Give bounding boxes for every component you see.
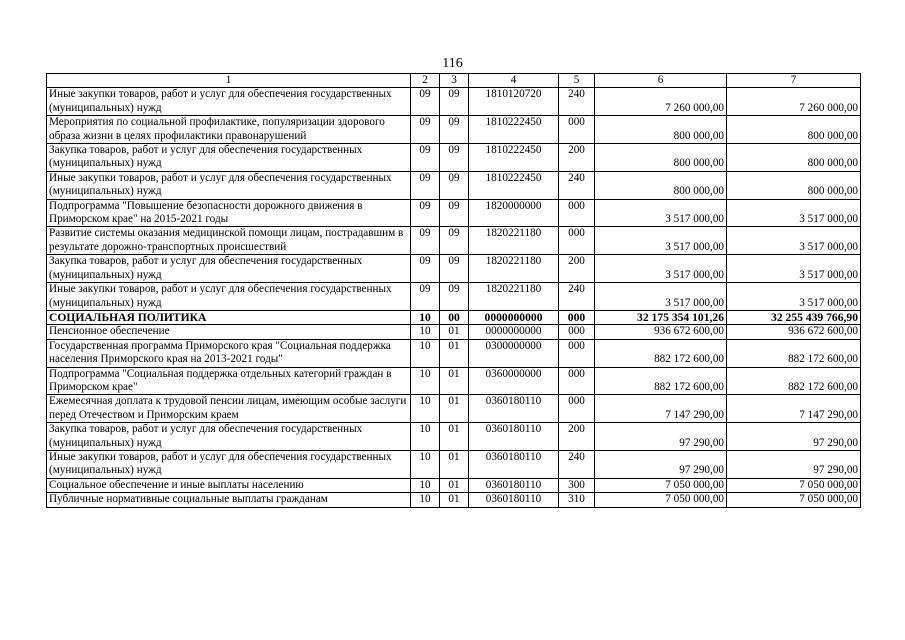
amount-year2-cell: 3 517 000,00 (727, 283, 861, 311)
table-row (47, 88, 861, 116)
table-row (47, 171, 861, 199)
row-name-cell: Иные закупки товаров, работ и услуг для обеспечения государственных (муниципальных) нужд (47, 450, 411, 478)
section-code-cell: 09 (411, 144, 440, 172)
subsection-code-cell: 09 (440, 144, 469, 172)
expense-type-code-cell: 240 (559, 450, 595, 478)
target-article-code-cell: 1810222450 (469, 116, 559, 144)
subsection-code-cell: 09 (440, 88, 469, 116)
row-name-cell: Закупка товаров, работ и услуг для обеспечения государственных (муниципальных) нужд (47, 255, 411, 283)
amount-year1-cell: 7 050 000,00 (595, 493, 727, 507)
section-code-cell: 09 (411, 283, 440, 311)
subsection-code-cell: 01 (440, 493, 469, 507)
expense-type-code-cell: 300 (559, 478, 595, 492)
header-cell: 3 (440, 74, 469, 88)
expense-type-code-cell: 000 (559, 367, 595, 395)
expense-type-code-cell: 310 (559, 493, 595, 507)
amount-year2-cell: 3 517 000,00 (727, 255, 861, 283)
expense-type-code-cell: 000 (559, 227, 595, 255)
header-cell: 6 (595, 74, 727, 88)
amount-year1-cell: 97 290,00 (595, 423, 727, 451)
amount-year2-cell: 7 050 000,00 (727, 478, 861, 492)
target-article-code-cell: 1810222450 (469, 171, 559, 199)
row-name-cell: Ежемесячная доплата к трудовой пенсии лицам, имеющим особые заслуги перед Отечеством и Приморским краем (47, 395, 411, 423)
amount-year2-cell: 800 000,00 (727, 171, 861, 199)
subsection-code-cell: 09 (440, 283, 469, 311)
table-row (47, 255, 861, 283)
expense-type-code-cell: 000 (559, 199, 595, 227)
amount-year1-cell: 800 000,00 (595, 144, 727, 172)
expense-type-code-cell: 240 (559, 283, 595, 311)
table-row (47, 423, 861, 451)
expense-type-code-cell: 240 (559, 88, 595, 116)
amount-year1-cell: 7 147 290,00 (595, 395, 727, 423)
subsection-code-cell: 01 (440, 423, 469, 451)
expense-type-code-cell: 000 (559, 339, 595, 367)
row-name-cell: Пенсионное обеспечение (47, 325, 411, 339)
table-row (47, 283, 861, 311)
amount-year2-cell: 7 147 290,00 (727, 395, 861, 423)
target-article-code-cell: 0360180110 (469, 423, 559, 451)
amount-year1-cell: 7 260 000,00 (595, 88, 727, 116)
expense-type-code-cell: 200 (559, 255, 595, 283)
target-article-code-cell: 1810120720 (469, 88, 559, 116)
amount-year1-cell: 3 517 000,00 (595, 255, 727, 283)
table-row (47, 450, 861, 478)
amount-year2-cell: 7 260 000,00 (727, 88, 861, 116)
amount-year1-cell: 882 172 600,00 (595, 339, 727, 367)
target-article-code-cell: 0360180110 (469, 450, 559, 478)
target-article-code-cell: 0000000000 (469, 325, 559, 339)
row-name-cell: Иные закупки товаров, работ и услуг для обеспечения государственных (муниципальных) нужд (47, 88, 411, 116)
subsection-code-cell: 00 (440, 310, 469, 324)
expense-type-code-cell: 240 (559, 171, 595, 199)
row-name-cell: Мероприятия по социальной профилактике, популяризации здорового образа жизни в целях профилактики правонарушений (47, 116, 411, 144)
amount-year1-cell: 3 517 000,00 (595, 227, 727, 255)
amount-year1-cell: 3 517 000,00 (595, 199, 727, 227)
subsection-code-cell: 01 (440, 450, 469, 478)
target-article-code-cell: 0000000000 (469, 310, 559, 324)
table-row (47, 395, 861, 423)
amount-year1-cell: 32 175 354 101,26 (595, 310, 727, 324)
target-article-code-cell: 0360000000 (469, 367, 559, 395)
table-row (47, 325, 861, 339)
subsection-code-cell: 09 (440, 227, 469, 255)
target-article-code-cell: 0300000000 (469, 339, 559, 367)
table-row (47, 493, 861, 507)
header-cell: 2 (411, 74, 440, 88)
section-code-cell: 09 (411, 88, 440, 116)
target-article-code-cell: 1820221180 (469, 283, 559, 311)
amount-year1-cell: 7 050 000,00 (595, 478, 727, 492)
table-row (47, 227, 861, 255)
amount-year2-cell: 800 000,00 (727, 116, 861, 144)
section-code-cell: 09 (411, 116, 440, 144)
section-code-cell: 09 (411, 255, 440, 283)
amount-year1-cell: 97 290,00 (595, 450, 727, 478)
expense-type-code-cell: 000 (559, 325, 595, 339)
section-code-cell: 09 (411, 227, 440, 255)
expense-type-code-cell: 000 (559, 310, 595, 324)
subsection-code-cell: 01 (440, 367, 469, 395)
target-article-code-cell: 1820221180 (469, 227, 559, 255)
amount-year1-cell: 936 672 600,00 (595, 325, 727, 339)
amount-year2-cell: 7 050 000,00 (727, 493, 861, 507)
amount-year2-cell: 800 000,00 (727, 144, 861, 172)
amount-year2-cell: 97 290,00 (727, 450, 861, 478)
table-row (47, 144, 861, 172)
row-name-cell: Иные закупки товаров, работ и услуг для обеспечения государственных (муниципальных) нужд (47, 283, 411, 311)
row-name-cell: СОЦИАЛЬНАЯ ПОЛИТИКА (47, 310, 411, 324)
target-article-code-cell: 1810222450 (469, 144, 559, 172)
row-name-cell: Публичные нормативные социальные выплаты гражданам (47, 493, 411, 507)
section-code-cell: 10 (411, 493, 440, 507)
amount-year2-cell: 97 290,00 (727, 423, 861, 451)
header-cell: 4 (469, 74, 559, 88)
section-code-cell: 10 (411, 450, 440, 478)
subsection-code-cell: 01 (440, 395, 469, 423)
row-name-cell: Закупка товаров, работ и услуг для обеспечения государственных (муниципальных) нужд (47, 423, 411, 451)
header-cell: 5 (559, 74, 595, 88)
table-row (47, 339, 861, 367)
subsection-code-cell: 09 (440, 255, 469, 283)
section-code-cell: 09 (411, 171, 440, 199)
expense-type-code-cell: 200 (559, 423, 595, 451)
expense-type-code-cell: 000 (559, 395, 595, 423)
table-row (47, 367, 861, 395)
header-cell: 1 (47, 74, 411, 88)
section-code-cell: 10 (411, 339, 440, 367)
section-code-cell: 10 (411, 478, 440, 492)
table-row (47, 310, 861, 324)
target-article-code-cell: 0360180110 (469, 395, 559, 423)
section-code-cell: 10 (411, 423, 440, 451)
page-number: 116 (442, 56, 463, 71)
section-code-cell: 10 (411, 395, 440, 423)
row-name-cell: Иные закупки товаров, работ и услуг для обеспечения государственных (муниципальных) нужд (47, 171, 411, 199)
target-article-code-cell: 0360180110 (469, 478, 559, 492)
amount-year2-cell: 936 672 600,00 (727, 325, 861, 339)
subsection-code-cell: 09 (440, 116, 469, 144)
target-article-code-cell: 1820000000 (469, 199, 559, 227)
row-name-cell: Подпрограмма "Повышение безопасности дорожного движения в Приморском крае" на 2015-2021 годы (47, 199, 411, 227)
budget-table (46, 73, 861, 508)
subsection-code-cell: 09 (440, 199, 469, 227)
subsection-code-cell: 01 (440, 339, 469, 367)
section-code-cell: 09 (411, 199, 440, 227)
row-name-cell: Государственная программа Приморского края "Социальная поддержка населения Приморского края на 2013-2021 годы" (47, 339, 411, 367)
section-code-cell: 10 (411, 367, 440, 395)
section-code-cell: 10 (411, 325, 440, 339)
amount-year1-cell: 800 000,00 (595, 171, 727, 199)
row-name-cell: Подпрограмма "Социальная поддержка отдельных категорий граждан в Приморском крае" (47, 367, 411, 395)
amount-year2-cell: 882 172 600,00 (727, 367, 861, 395)
amount-year1-cell: 800 000,00 (595, 116, 727, 144)
target-article-code-cell: 0360180110 (469, 493, 559, 507)
row-name-cell: Социальное обеспечение и иные выплаты населению (47, 478, 411, 492)
row-name-cell: Развитие системы оказания медицинской помощи лицам, пострадавшим в результате дорожно-транспортных происшествий (47, 227, 411, 255)
expense-type-code-cell: 000 (559, 116, 595, 144)
table-row (47, 199, 861, 227)
header-cell: 7 (727, 74, 861, 88)
section-code-cell: 10 (411, 310, 440, 324)
subsection-code-cell: 01 (440, 325, 469, 339)
target-article-code-cell: 1820221180 (469, 255, 559, 283)
table-row (47, 478, 861, 492)
amount-year2-cell: 3 517 000,00 (727, 227, 861, 255)
amount-year2-cell: 882 172 600,00 (727, 339, 861, 367)
amount-year2-cell: 32 255 439 766,90 (727, 310, 861, 324)
table-row (47, 116, 861, 144)
expense-type-code-cell: 200 (559, 144, 595, 172)
amount-year2-cell: 3 517 000,00 (727, 199, 861, 227)
row-name-cell: Закупка товаров, работ и услуг для обеспечения государственных (муниципальных) нужд (47, 144, 411, 172)
subsection-code-cell: 01 (440, 478, 469, 492)
amount-year1-cell: 3 517 000,00 (595, 283, 727, 311)
header-row (47, 74, 861, 88)
subsection-code-cell: 09 (440, 171, 469, 199)
amount-year1-cell: 882 172 600,00 (595, 367, 727, 395)
